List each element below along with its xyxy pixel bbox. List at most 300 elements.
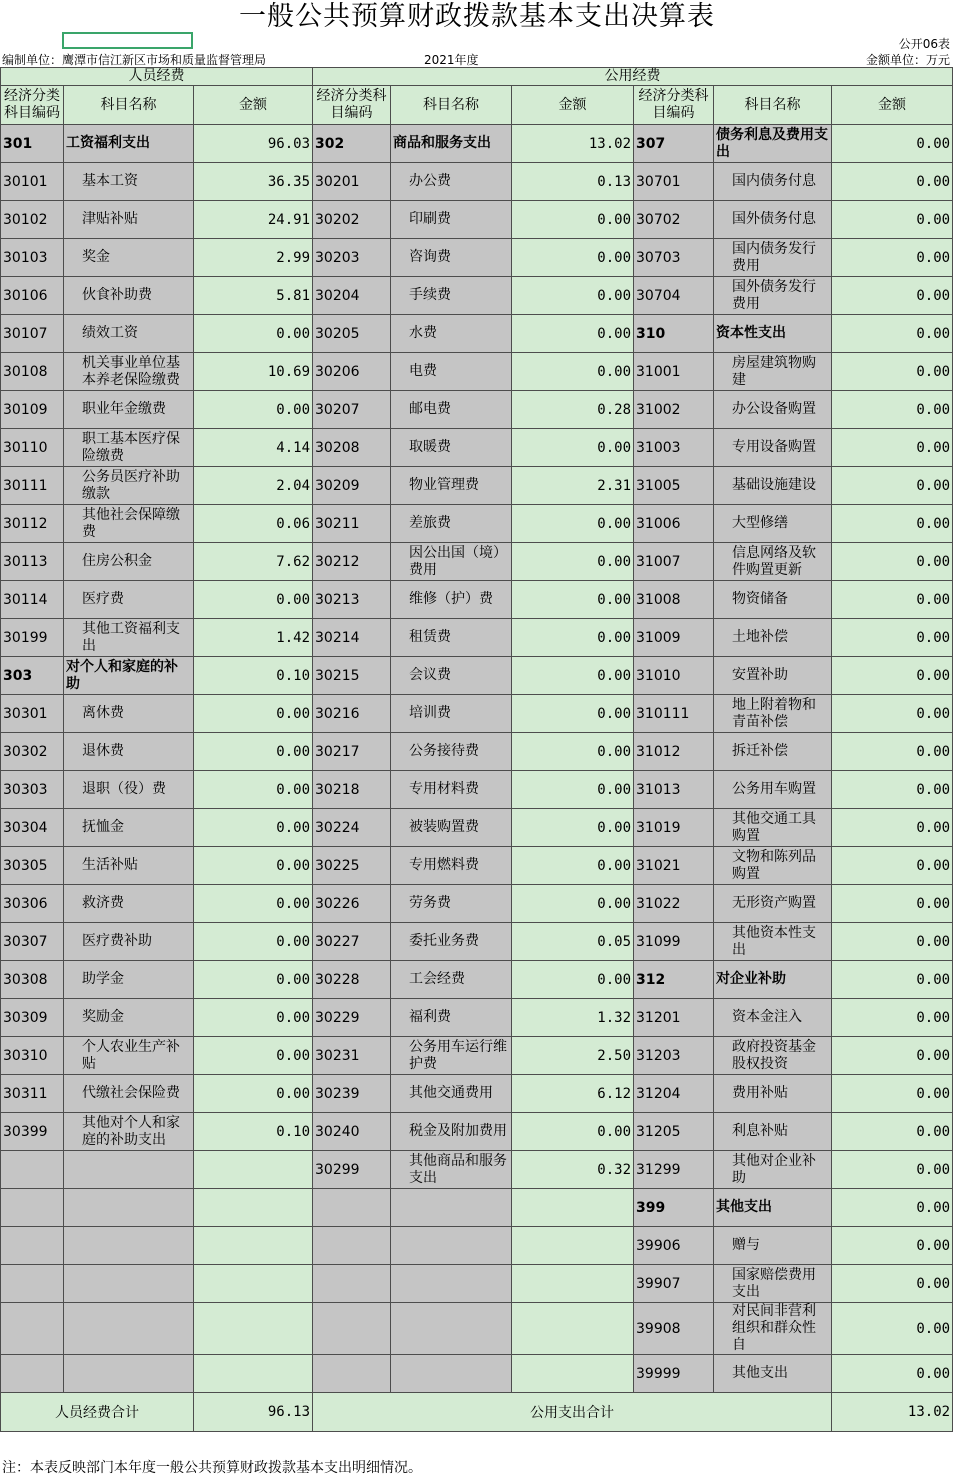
code-cell[interactable]: 30231: [313, 1037, 391, 1075]
amount-cell[interactable]: 0.00: [832, 1189, 953, 1227]
subject-name-cell[interactable]: 对民间非营利组织和群众性自: [714, 1303, 832, 1355]
subject-name-cell[interactable]: 生活补贴: [64, 847, 194, 885]
subject-name-cell[interactable]: 其他工资福利支出: [64, 619, 194, 657]
amount-cell[interactable]: 0.00: [832, 581, 953, 619]
code-cell[interactable]: 30208: [313, 429, 391, 467]
code-cell[interactable]: 30299: [313, 1151, 391, 1189]
code-cell[interactable]: 30306: [1, 885, 64, 923]
subject-name-cell[interactable]: 公务用车运行维护费: [391, 1037, 512, 1075]
subject-name-cell[interactable]: 政府投资基金股权投资: [714, 1037, 832, 1075]
code-cell[interactable]: 30209: [313, 467, 391, 505]
code-cell[interactable]: 31021: [634, 847, 714, 885]
subject-name-cell[interactable]: 退职（役）费: [64, 771, 194, 809]
subject-name-cell[interactable]: 培训费: [391, 695, 512, 733]
code-cell[interactable]: 30109: [1, 391, 64, 429]
amount-cell[interactable]: 0.00: [512, 239, 634, 277]
amount-cell[interactable]: 0.00: [194, 847, 313, 885]
amount-cell[interactable]: 0.00: [832, 771, 953, 809]
amount-cell[interactable]: 0.00: [832, 505, 953, 543]
code-cell[interactable]: 30217: [313, 733, 391, 771]
amount-cell[interactable]: 0.00: [832, 1113, 953, 1151]
subject-name-cell[interactable]: 公务接待费: [391, 733, 512, 771]
amount-cell[interactable]: 0.00: [512, 581, 634, 619]
subject-name-cell[interactable]: 安置补助: [714, 657, 832, 695]
code-cell[interactable]: 30113: [1, 543, 64, 581]
subject-name-cell[interactable]: 绩效工资: [64, 315, 194, 353]
subject-name-cell[interactable]: 其他对企业补助: [714, 1151, 832, 1189]
subject-name-cell[interactable]: 办公设备购置: [714, 391, 832, 429]
code-cell[interactable]: 302: [313, 125, 391, 163]
code-cell[interactable]: [313, 1355, 391, 1393]
amount-cell[interactable]: 0.00: [512, 315, 634, 353]
code-cell[interactable]: 31010: [634, 657, 714, 695]
code-cell[interactable]: 30206: [313, 353, 391, 391]
code-cell[interactable]: 31204: [634, 1075, 714, 1113]
amount-cell[interactable]: 0.00: [512, 809, 634, 847]
amount-cell[interactable]: [512, 1265, 634, 1303]
code-cell[interactable]: 312: [634, 961, 714, 999]
subject-name-cell[interactable]: 医疗费: [64, 581, 194, 619]
code-cell[interactable]: 30202: [313, 201, 391, 239]
amount-cell[interactable]: 0.00: [832, 543, 953, 581]
code-cell[interactable]: 30304: [1, 809, 64, 847]
amount-cell[interactable]: 0.00: [832, 391, 953, 429]
code-cell[interactable]: 30227: [313, 923, 391, 961]
amount-cell[interactable]: 0.00: [194, 771, 313, 809]
amount-cell[interactable]: 0.00: [832, 1075, 953, 1113]
subject-name-cell[interactable]: 利息补贴: [714, 1113, 832, 1151]
code-cell[interactable]: [313, 1189, 391, 1227]
code-cell[interactable]: [313, 1227, 391, 1265]
amount-cell[interactable]: 0.00: [832, 885, 953, 923]
amount-cell[interactable]: 0.32: [512, 1151, 634, 1189]
amount-cell[interactable]: 0.00: [512, 847, 634, 885]
amount-cell[interactable]: 0.05: [512, 923, 634, 961]
amount-cell[interactable]: 0.00: [832, 353, 953, 391]
code-cell[interactable]: 30111: [1, 467, 64, 505]
personnel-total-value[interactable]: 96.13: [194, 1393, 313, 1432]
subject-name-cell[interactable]: 专用材料费: [391, 771, 512, 809]
amount-cell[interactable]: [512, 1189, 634, 1227]
code-cell[interactable]: 30201: [313, 163, 391, 201]
subject-name-cell[interactable]: 大型修缮: [714, 505, 832, 543]
code-cell[interactable]: 31009: [634, 619, 714, 657]
subject-name-cell[interactable]: 对企业补助: [714, 961, 832, 999]
subject-name-cell[interactable]: 代缴社会保险费: [64, 1075, 194, 1113]
subject-name-cell[interactable]: 土地补偿: [714, 619, 832, 657]
subject-name-cell[interactable]: 房屋建筑物购建: [714, 353, 832, 391]
amount-cell[interactable]: 0.00: [832, 1265, 953, 1303]
subject-name-cell[interactable]: 信息网络及软件购置更新: [714, 543, 832, 581]
code-cell[interactable]: 30307: [1, 923, 64, 961]
code-cell[interactable]: [1, 1303, 64, 1355]
amount-cell[interactable]: 96.03: [194, 125, 313, 163]
code-cell[interactable]: 30310: [1, 1037, 64, 1075]
amount-cell[interactable]: 0.13: [512, 163, 634, 201]
amount-cell[interactable]: 0.00: [512, 657, 634, 695]
subject-name-cell[interactable]: 职业年金缴费: [64, 391, 194, 429]
subject-name-cell[interactable]: 救济费: [64, 885, 194, 923]
code-cell[interactable]: 30311: [1, 1075, 64, 1113]
subject-name-cell[interactable]: 因公出国（境）费用: [391, 543, 512, 581]
amount-cell[interactable]: 0.00: [512, 1113, 634, 1151]
subject-name-cell[interactable]: 医疗费补助: [64, 923, 194, 961]
subject-name-cell[interactable]: 奖励金: [64, 999, 194, 1037]
subject-name-cell[interactable]: [391, 1355, 512, 1393]
amount-cell[interactable]: 0.00: [832, 809, 953, 847]
subject-name-cell[interactable]: 物资储备: [714, 581, 832, 619]
subject-name-cell[interactable]: 办公费: [391, 163, 512, 201]
amount-cell[interactable]: 0.00: [832, 201, 953, 239]
code-cell[interactable]: 31013: [634, 771, 714, 809]
amount-cell[interactable]: 2.04: [194, 467, 313, 505]
subject-name-cell[interactable]: [64, 1151, 194, 1189]
code-cell[interactable]: [313, 1265, 391, 1303]
code-cell[interactable]: 30102: [1, 201, 64, 239]
subject-name-cell[interactable]: 赠与: [714, 1227, 832, 1265]
amount-cell[interactable]: 0.00: [194, 999, 313, 1037]
amount-cell[interactable]: 0.00: [832, 1151, 953, 1189]
amount-cell[interactable]: 36.35: [194, 163, 313, 201]
amount-cell[interactable]: 0.00: [512, 771, 634, 809]
subject-name-cell[interactable]: 会议费: [391, 657, 512, 695]
public-total-value[interactable]: 13.02: [832, 1393, 953, 1432]
amount-cell[interactable]: 0.00: [512, 505, 634, 543]
code-cell[interactable]: 30309: [1, 999, 64, 1037]
code-cell[interactable]: 30225: [313, 847, 391, 885]
code-cell[interactable]: 301: [1, 125, 64, 163]
subject-name-cell[interactable]: 被装购置费: [391, 809, 512, 847]
code-cell[interactable]: [1, 1265, 64, 1303]
subject-name-cell[interactable]: 国家赔偿费用支出: [714, 1265, 832, 1303]
amount-cell[interactable]: 0.00: [194, 809, 313, 847]
subject-name-cell[interactable]: 无形资产购置: [714, 885, 832, 923]
subject-name-cell[interactable]: 福利费: [391, 999, 512, 1037]
subject-name-cell[interactable]: [391, 1227, 512, 1265]
subject-name-cell[interactable]: 基础设施建设: [714, 467, 832, 505]
amount-cell[interactable]: 0.00: [832, 657, 953, 695]
subject-name-cell[interactable]: 债务利息及费用支出: [714, 125, 832, 163]
code-cell[interactable]: 30101: [1, 163, 64, 201]
code-cell[interactable]: [1, 1151, 64, 1189]
amount-cell[interactable]: 0.00: [832, 619, 953, 657]
code-cell[interactable]: 303: [1, 657, 64, 695]
amount-cell[interactable]: 0.00: [832, 277, 953, 315]
code-cell[interactable]: 30702: [634, 201, 714, 239]
amount-cell[interactable]: 2.31: [512, 467, 634, 505]
amount-cell[interactable]: 24.91: [194, 201, 313, 239]
code-cell[interactable]: 30704: [634, 277, 714, 315]
code-cell[interactable]: 30228: [313, 961, 391, 999]
subject-name-cell[interactable]: 差旅费: [391, 505, 512, 543]
amount-cell[interactable]: 0.00: [194, 315, 313, 353]
subject-name-cell[interactable]: 退休费: [64, 733, 194, 771]
amount-cell[interactable]: [512, 1303, 634, 1355]
code-cell[interactable]: 31005: [634, 467, 714, 505]
amount-cell[interactable]: [194, 1265, 313, 1303]
amount-cell[interactable]: 0.00: [832, 1037, 953, 1075]
subject-name-cell[interactable]: 助学金: [64, 961, 194, 999]
code-cell[interactable]: 31299: [634, 1151, 714, 1189]
code-cell[interactable]: 31019: [634, 809, 714, 847]
subject-name-cell[interactable]: 国内债务发行费用: [714, 239, 832, 277]
code-cell[interactable]: 30207: [313, 391, 391, 429]
amount-cell[interactable]: 0.00: [512, 695, 634, 733]
subject-name-cell[interactable]: 其他支出: [714, 1355, 832, 1393]
amount-cell[interactable]: 1.42: [194, 619, 313, 657]
amount-cell[interactable]: 13.02: [512, 125, 634, 163]
code-cell[interactable]: 30240: [313, 1113, 391, 1151]
subject-name-cell[interactable]: 国外债务发行费用: [714, 277, 832, 315]
amount-cell[interactable]: 1.32: [512, 999, 634, 1037]
code-cell[interactable]: 39908: [634, 1303, 714, 1355]
amount-cell[interactable]: [194, 1227, 313, 1265]
subject-name-cell[interactable]: 其他对个人和家庭的补助支出: [64, 1113, 194, 1151]
amount-cell[interactable]: [194, 1189, 313, 1227]
code-cell[interactable]: 30224: [313, 809, 391, 847]
code-cell[interactable]: 30239: [313, 1075, 391, 1113]
subject-name-cell[interactable]: 住房公积金: [64, 543, 194, 581]
subject-name-cell[interactable]: 劳务费: [391, 885, 512, 923]
subject-name-cell[interactable]: 文物和陈列品购置: [714, 847, 832, 885]
subject-name-cell[interactable]: 维修（护）费: [391, 581, 512, 619]
code-cell[interactable]: 30110: [1, 429, 64, 467]
subject-name-cell[interactable]: 税金及附加费用: [391, 1113, 512, 1151]
code-cell[interactable]: 30216: [313, 695, 391, 733]
subject-name-cell[interactable]: 国外债务付息: [714, 201, 832, 239]
amount-cell[interactable]: 0.10: [194, 657, 313, 695]
amount-cell[interactable]: 0.00: [832, 961, 953, 999]
code-cell[interactable]: 31002: [634, 391, 714, 429]
code-cell[interactable]: 307: [634, 125, 714, 163]
code-cell[interactable]: 30212: [313, 543, 391, 581]
code-cell[interactable]: 31003: [634, 429, 714, 467]
subject-name-cell[interactable]: 伙食补助费: [64, 277, 194, 315]
amount-cell[interactable]: 2.99: [194, 239, 313, 277]
subject-name-cell[interactable]: [64, 1265, 194, 1303]
selected-cell-outline[interactable]: [62, 32, 193, 49]
amount-cell[interactable]: 0.00: [194, 923, 313, 961]
amount-cell[interactable]: 0.00: [512, 201, 634, 239]
code-cell[interactable]: 30211: [313, 505, 391, 543]
code-cell[interactable]: 31022: [634, 885, 714, 923]
subject-name-cell[interactable]: 其他社会保障缴费: [64, 505, 194, 543]
subject-name-cell[interactable]: 费用补贴: [714, 1075, 832, 1113]
subject-name-cell[interactable]: 印刷费: [391, 201, 512, 239]
code-cell[interactable]: 30204: [313, 277, 391, 315]
code-cell[interactable]: 31012: [634, 733, 714, 771]
amount-cell[interactable]: 5.81: [194, 277, 313, 315]
amount-cell[interactable]: [194, 1355, 313, 1393]
subject-name-cell[interactable]: 咨询费: [391, 239, 512, 277]
code-cell[interactable]: 31007: [634, 543, 714, 581]
code-cell[interactable]: 31203: [634, 1037, 714, 1075]
code-cell[interactable]: 30218: [313, 771, 391, 809]
amount-cell[interactable]: 0.28: [512, 391, 634, 429]
amount-cell[interactable]: 0.00: [512, 733, 634, 771]
amount-cell[interactable]: 0.00: [832, 429, 953, 467]
amount-cell[interactable]: 4.14: [194, 429, 313, 467]
code-cell[interactable]: [313, 1303, 391, 1355]
subject-name-cell[interactable]: 国内债务付息: [714, 163, 832, 201]
subject-name-cell[interactable]: 津贴补贴: [64, 201, 194, 239]
code-cell[interactable]: 30106: [1, 277, 64, 315]
subject-name-cell[interactable]: 手续费: [391, 277, 512, 315]
subject-name-cell[interactable]: [64, 1355, 194, 1393]
amount-cell[interactable]: 0.00: [832, 1303, 953, 1355]
subject-name-cell[interactable]: 抚恤金: [64, 809, 194, 847]
amount-cell[interactable]: 0.00: [512, 429, 634, 467]
code-cell[interactable]: 399: [634, 1189, 714, 1227]
amount-cell[interactable]: [512, 1355, 634, 1393]
subject-name-cell[interactable]: 公务用车购置: [714, 771, 832, 809]
code-cell[interactable]: 31006: [634, 505, 714, 543]
amount-cell[interactable]: 0.00: [832, 1355, 953, 1393]
amount-cell[interactable]: 0.00: [832, 125, 953, 163]
amount-cell[interactable]: 10.69: [194, 353, 313, 391]
amount-cell[interactable]: 0.00: [512, 885, 634, 923]
code-cell[interactable]: 310: [634, 315, 714, 353]
subject-name-cell[interactable]: 资本金注入: [714, 999, 832, 1037]
amount-cell[interactable]: 2.50: [512, 1037, 634, 1075]
subject-name-cell[interactable]: 离休费: [64, 695, 194, 733]
code-cell[interactable]: 30107: [1, 315, 64, 353]
amount-cell[interactable]: 0.00: [832, 999, 953, 1037]
code-cell[interactable]: 30203: [313, 239, 391, 277]
code-cell[interactable]: 30226: [313, 885, 391, 923]
code-cell[interactable]: 30305: [1, 847, 64, 885]
amount-cell[interactable]: [194, 1151, 313, 1189]
code-cell[interactable]: 30303: [1, 771, 64, 809]
amount-cell[interactable]: 0.00: [832, 1227, 953, 1265]
code-cell[interactable]: 30199: [1, 619, 64, 657]
subject-name-cell[interactable]: 奖金: [64, 239, 194, 277]
amount-cell[interactable]: 0.00: [832, 847, 953, 885]
amount-cell[interactable]: [194, 1303, 313, 1355]
amount-cell[interactable]: 0.00: [194, 961, 313, 999]
subject-name-cell[interactable]: 地上附着物和青苗补偿: [714, 695, 832, 733]
subject-name-cell[interactable]: [391, 1265, 512, 1303]
subject-name-cell[interactable]: 公务员医疗补助缴款: [64, 467, 194, 505]
subject-name-cell[interactable]: 其他商品和服务支出: [391, 1151, 512, 1189]
amount-cell[interactable]: 0.00: [194, 581, 313, 619]
amount-cell[interactable]: 0.00: [512, 961, 634, 999]
code-cell[interactable]: 31001: [634, 353, 714, 391]
code-cell[interactable]: 31201: [634, 999, 714, 1037]
subject-name-cell[interactable]: 工会经费: [391, 961, 512, 999]
subject-name-cell[interactable]: 委托业务费: [391, 923, 512, 961]
code-cell[interactable]: 30108: [1, 353, 64, 391]
amount-cell[interactable]: 0.00: [832, 315, 953, 353]
subject-name-cell[interactable]: 资本性支出: [714, 315, 832, 353]
subject-name-cell[interactable]: 物业管理费: [391, 467, 512, 505]
code-cell[interactable]: 30301: [1, 695, 64, 733]
code-cell[interactable]: 30215: [313, 657, 391, 695]
subject-name-cell[interactable]: [64, 1189, 194, 1227]
code-cell[interactable]: 30308: [1, 961, 64, 999]
subject-name-cell[interactable]: 租赁费: [391, 619, 512, 657]
code-cell[interactable]: 39907: [634, 1265, 714, 1303]
amount-cell[interactable]: 0.00: [832, 163, 953, 201]
code-cell[interactable]: [1, 1355, 64, 1393]
subject-name-cell[interactable]: 电费: [391, 353, 512, 391]
subject-name-cell[interactable]: 专用燃料费: [391, 847, 512, 885]
amount-cell[interactable]: 0.00: [832, 733, 953, 771]
amount-cell[interactable]: 0.00: [512, 619, 634, 657]
amount-cell[interactable]: 0.00: [832, 467, 953, 505]
code-cell[interactable]: 39906: [634, 1227, 714, 1265]
subject-name-cell[interactable]: [391, 1189, 512, 1227]
subject-name-cell[interactable]: 机关事业单位基本养老保险缴费: [64, 353, 194, 391]
code-cell[interactable]: 30112: [1, 505, 64, 543]
amount-cell[interactable]: 0.00: [512, 543, 634, 581]
amount-cell[interactable]: 0.00: [194, 695, 313, 733]
code-cell[interactable]: 39999: [634, 1355, 714, 1393]
subject-name-cell[interactable]: [64, 1227, 194, 1265]
amount-cell[interactable]: 0.00: [194, 1075, 313, 1113]
subject-name-cell[interactable]: [64, 1303, 194, 1355]
code-cell[interactable]: 30399: [1, 1113, 64, 1151]
code-cell[interactable]: [1, 1189, 64, 1227]
code-cell[interactable]: [1, 1227, 64, 1265]
amount-cell[interactable]: 0.00: [512, 277, 634, 315]
code-cell[interactable]: 31099: [634, 923, 714, 961]
amount-cell[interactable]: 7.62: [194, 543, 313, 581]
amount-cell[interactable]: 0.00: [194, 733, 313, 771]
subject-name-cell[interactable]: 水费: [391, 315, 512, 353]
subject-name-cell[interactable]: [391, 1303, 512, 1355]
code-cell[interactable]: 30701: [634, 163, 714, 201]
amount-cell[interactable]: 0.06: [194, 505, 313, 543]
code-cell[interactable]: 30114: [1, 581, 64, 619]
subject-name-cell[interactable]: 取暖费: [391, 429, 512, 467]
amount-cell[interactable]: 0.00: [512, 353, 634, 391]
subject-name-cell[interactable]: 专用设备购置: [714, 429, 832, 467]
amount-cell[interactable]: 0.00: [194, 1037, 313, 1075]
code-cell[interactable]: 30213: [313, 581, 391, 619]
subject-name-cell[interactable]: 其他交通工具购置: [714, 809, 832, 847]
code-cell[interactable]: 310111: [634, 695, 714, 733]
code-cell[interactable]: 30205: [313, 315, 391, 353]
amount-cell[interactable]: 0.00: [194, 885, 313, 923]
subject-name-cell[interactable]: 其他交通费用: [391, 1075, 512, 1113]
amount-cell[interactable]: 0.00: [832, 695, 953, 733]
amount-cell[interactable]: 0.00: [832, 923, 953, 961]
amount-cell[interactable]: [512, 1227, 634, 1265]
code-cell[interactable]: 30214: [313, 619, 391, 657]
subject-name-cell[interactable]: 邮电费: [391, 391, 512, 429]
subject-name-cell[interactable]: 拆迁补偿: [714, 733, 832, 771]
amount-cell[interactable]: 6.12: [512, 1075, 634, 1113]
code-cell[interactable]: 30302: [1, 733, 64, 771]
subject-name-cell[interactable]: 其他支出: [714, 1189, 832, 1227]
code-cell[interactable]: 30229: [313, 999, 391, 1037]
subject-name-cell[interactable]: 基本工资: [64, 163, 194, 201]
amount-cell[interactable]: 0.10: [194, 1113, 313, 1151]
subject-name-cell[interactable]: 其他资本性支出: [714, 923, 832, 961]
subject-name-cell[interactable]: 个人农业生产补贴: [64, 1037, 194, 1075]
amount-cell[interactable]: 0.00: [832, 239, 953, 277]
subject-name-cell[interactable]: 对个人和家庭的补助: [64, 657, 194, 695]
code-cell[interactable]: 30703: [634, 239, 714, 277]
subject-name-cell[interactable]: 工资福利支出: [64, 125, 194, 163]
subject-name-cell[interactable]: 商品和服务支出: [391, 125, 512, 163]
amount-cell[interactable]: 0.00: [194, 391, 313, 429]
code-cell[interactable]: 31008: [634, 581, 714, 619]
code-cell[interactable]: 30103: [1, 239, 64, 277]
subject-name-cell[interactable]: 职工基本医疗保险缴费: [64, 429, 194, 467]
code-cell[interactable]: 31205: [634, 1113, 714, 1151]
